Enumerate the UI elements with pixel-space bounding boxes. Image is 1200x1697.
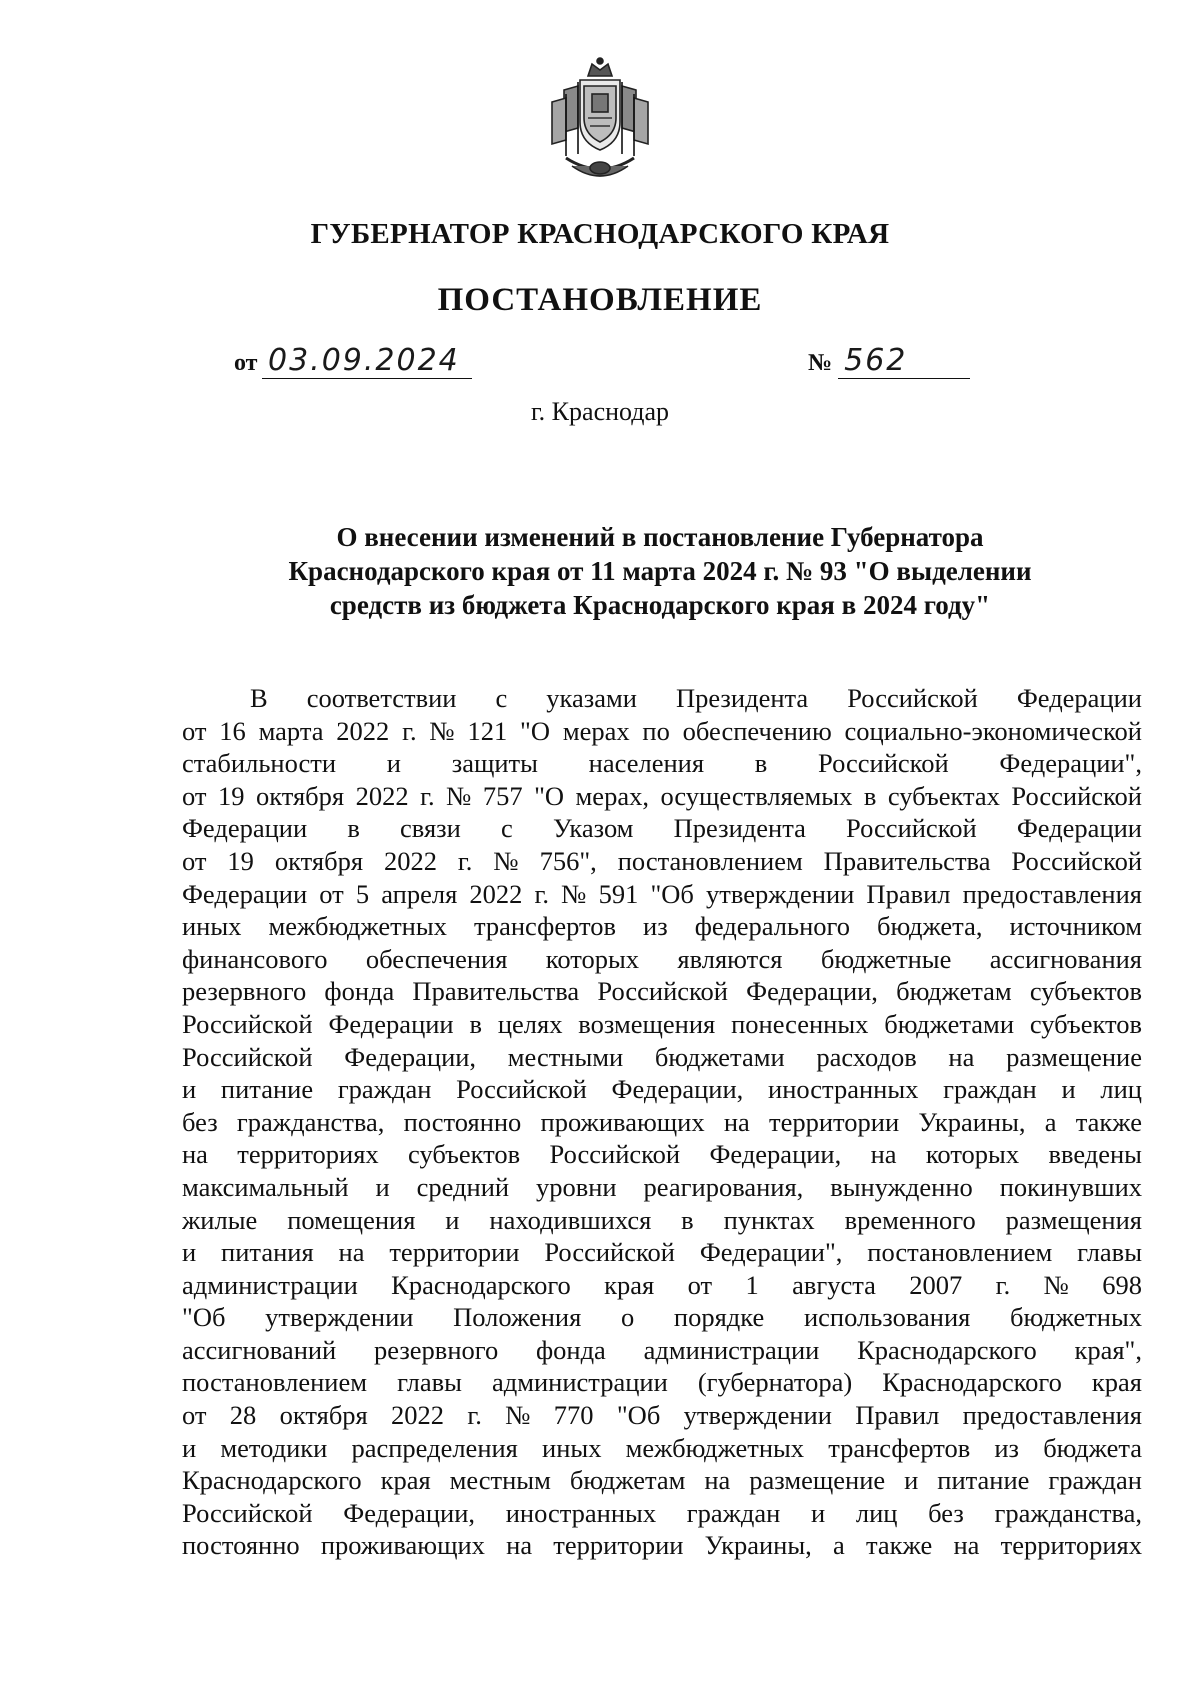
body-line: максимальный и средний уровни реагирования, вынужденно покинувших [182, 1171, 1142, 1202]
date-field [234, 343, 472, 379]
body-line: от 16 марта 2022 г. № 121 "О мерах по обеспечению социально-экономической [182, 715, 1142, 746]
body-paragraph [182, 682, 1142, 1562]
body-line: Краснодарского края местным бюджетам на размещение и питание граждан [182, 1465, 1142, 1496]
body-line: Федерации в связи с Указом Президента Российской Федерации [182, 813, 1142, 844]
issuing-authority: ГУБЕРНАТОР КРАСНОДАРСКОГО КРАЯ [310, 218, 890, 250]
subject-line: Краснодарского края от 11 марта 2024 г. № 93 "О выделении [288, 556, 1032, 586]
body-line: стабильности и защиты населения в Российской Федерации", [182, 748, 1142, 779]
body-line: финансового обеспечения которых являются бюджетные ассигнования [182, 943, 1142, 974]
body-line: постановлением главы администрации (губернатора) Краснодарского края [182, 1367, 1142, 1398]
subject-line: средств из бюджета Краснодарского края в 2024 году" [329, 590, 991, 620]
body-line: и методики распределения иных межбюджетных трансфертов из бюджета [182, 1432, 1142, 1463]
body-line: "Об утверждении Положения о порядке использования бюджетных [182, 1302, 1142, 1333]
body-line: резервного фонда Правительства Российской Федерации, бюджетам субъектов [182, 976, 1142, 1007]
body-line: Российской Федерации, иностранных граждан и лиц без гражданства, [182, 1497, 1142, 1528]
body-line: Российской Федерации в целях возмещения понесенных бюджетами субъектов [182, 1008, 1142, 1039]
body-line: Российской Федерации, местными бюджетами расходов на размещение [182, 1041, 1142, 1072]
body-line: ассигнований резервного фонда администрации Краснодарского края", [182, 1334, 1142, 1365]
body-line: постоянно проживающих на территории Украины, а также на территориях [182, 1530, 1142, 1561]
body-line: жилые помещения и находившихся в пунктах временного размещения [182, 1204, 1142, 1235]
body-line: В соответствии с указами Президента Российской Федерации [250, 683, 1142, 713]
body-line: от 19 октября 2022 г. № 757 "О мерах, осуществляемых в субъектах Российской [182, 780, 1142, 811]
krasnodar-coat-of-arms-icon [542, 56, 658, 188]
handwritten-number: 562 [838, 346, 970, 379]
document-type: ПОСТАНОВЛЕНИЕ [437, 282, 763, 318]
subject-line: О внесении изменений в постановление Губернатора [336, 522, 984, 552]
handwritten-date: 03.09.2024 [262, 346, 472, 379]
date-label: от [234, 350, 258, 376]
body-line: от 28 октября 2022 г. № 770 "Об утверждении Правил предоставления [182, 1400, 1142, 1431]
body-line: администрации Краснодарского края от 1 августа 2007 г. № 698 [182, 1269, 1142, 1300]
number-field [808, 343, 970, 379]
body-line: иных межбюджетных трансфертов из федерального бюджета, источником [182, 911, 1142, 942]
body-line: Федерации от 5 апреля 2022 г. № 591 "Об утверждении Правил предоставления [182, 878, 1142, 909]
number-label: № [808, 350, 833, 376]
body-line: и питание граждан Российской Федерации, иностранных граждан и лиц [182, 1074, 1142, 1105]
body-line: без гражданства, постоянно проживающих на территории Украины, а также [182, 1106, 1142, 1137]
body-line: и питания на территории Российской Федерации", постановлением главы [182, 1237, 1142, 1268]
body-line: на территориях субъектов Российской Федерации, на которых введены [182, 1139, 1142, 1170]
city-line: г. Краснодар [530, 397, 670, 426]
body-line: от 19 октября 2022 г. № 756", постановлением Правительства Российской [182, 845, 1142, 876]
coat-of-arms-emblem [542, 56, 658, 188]
document-subject [260, 520, 1060, 622]
